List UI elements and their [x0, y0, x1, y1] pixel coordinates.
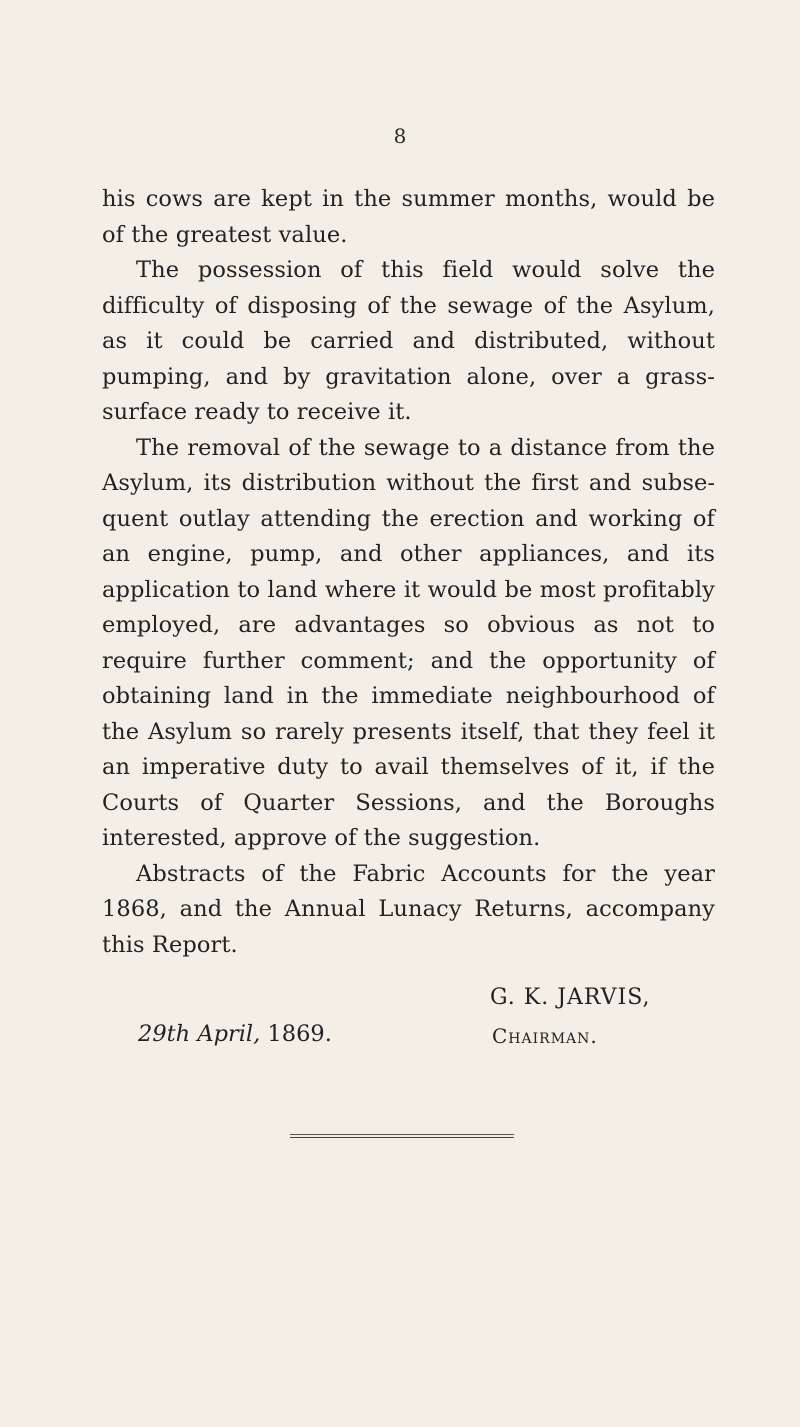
- closing-rule-top: [290, 1134, 514, 1135]
- paragraph-1: his cows are kept in the summer months, would be of the greatest value.: [102, 186, 715, 248]
- signature-date: [138, 1021, 332, 1047]
- signature-date-day: 29th April,: [138, 1021, 261, 1047]
- body-text: [102, 182, 715, 963]
- closing-rule-bottom: [290, 1137, 514, 1138]
- paragraph-4: Abstracts of the Fabric Accounts for the year 1868, and the Annual Lunacy Returns, accompany this Report.: [102, 860, 715, 958]
- signature-title: Chairman.: [492, 1024, 598, 1048]
- paragraph-3: The removal of the sewage to a distance from the Asylum, its distribution without the first and subsequent outlay attending the erection and working of an engine, pump, and other appliances, and its application to land where it would be most profitably employed, are advantages so obvious as not to require further comment; and the opportunity of obtaining land in the immediate neighbourhood of the Asylum so rarely presents itself, that they feel it an imperative duty to avail themselves of it, if the Courts of Quarter Sessions, and the Boroughs interested, approve of the suggestion.: [102, 434, 715, 851]
- signature-date-year: 1869.: [260, 1021, 332, 1047]
- page-number: 8: [393, 124, 407, 148]
- signature-name: G. K. JARVIS,: [490, 985, 651, 1010]
- paragraph-2: The possession of this field would solve the difficulty of disposing of the sewage of the Asylum, as it could be carried and distributed, without pumping, and by gravitation alone, over a grass-surface ready to receive it.: [102, 257, 715, 425]
